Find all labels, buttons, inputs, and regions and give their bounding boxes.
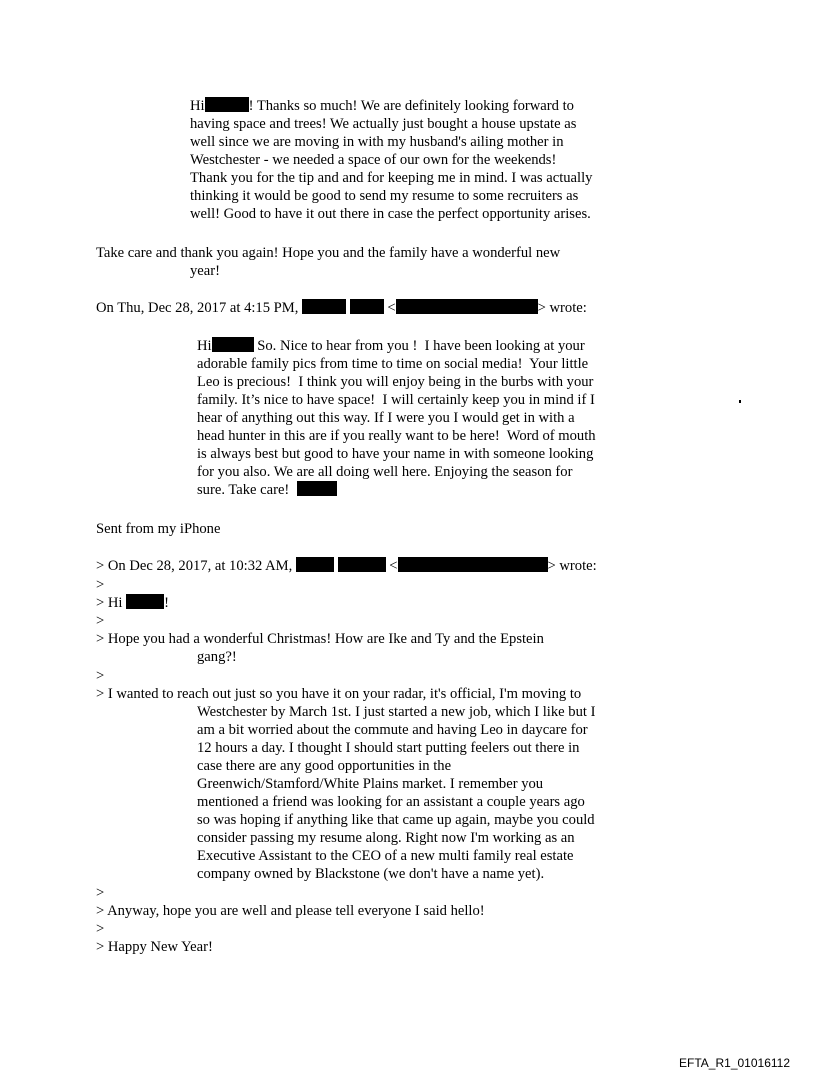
friend-line-3: Leo is precious! I think you will enjoy being in the burbs with your xyxy=(197,374,594,390)
quoted-para-line-11: company owned by Blackstone (we don't have a name yet). xyxy=(197,866,545,882)
quote-marker: > xyxy=(96,885,105,901)
redaction-bar xyxy=(302,299,346,314)
quoted-hope-line-1: > Hope you had a wonderful Christmas! How are Ike and Ty and the Epstein xyxy=(96,631,544,647)
greeting: Hi xyxy=(197,338,212,354)
redaction-bar xyxy=(126,594,164,609)
reply-line-6: thinking it would be good to send my resume to some recruiters as xyxy=(190,188,579,204)
redaction-bar xyxy=(296,557,334,572)
redaction-bar xyxy=(205,97,249,112)
redaction-bar xyxy=(212,337,254,352)
friend-line-4: family. It’s nice to have space! I will certainly keep you in mind if I xyxy=(197,392,595,408)
redaction-bar xyxy=(398,557,548,572)
quoted-para-line-7: mentioned a friend was looking for an assistant a couple years ago xyxy=(197,794,585,810)
quote-marker: > xyxy=(96,668,105,684)
reply-line-3: well since we are moving in with my husband's ailing mother in xyxy=(190,134,564,150)
quote-marker: > xyxy=(96,577,105,593)
document-id-footer: EFTA_R1_01016112 xyxy=(679,1056,790,1070)
friend-line-2: adorable family pics from time to time on social media! Your little xyxy=(197,356,589,372)
redaction-bar xyxy=(350,299,384,314)
quoted-anyway: > Anyway, hope you are well and please tell everyone I said hello! xyxy=(96,903,485,919)
reply-line-1: Hi ! Thanks so much! We are definitely looking forward to xyxy=(190,98,574,114)
redaction-bar xyxy=(297,481,337,496)
redaction-bar xyxy=(338,557,386,572)
closing-line-2: year! xyxy=(190,263,220,279)
quoted-para-line-1: > I wanted to reach out just so you have it on your radar, it's official, I'm moving to xyxy=(96,686,582,702)
quoted-hi: > Hi ! xyxy=(96,595,170,611)
friend-line-8: for you also. We are all doing well here. Enjoying the season for xyxy=(197,464,573,480)
scan-artifact xyxy=(739,400,741,403)
quoted-header: > On Dec 28, 2017, at 10:32 AM, < > wrote: xyxy=(96,558,597,574)
email-header-1: On Thu, Dec 28, 2017 at 4:15 PM, < > wrote: xyxy=(96,300,587,316)
reply-line-7: well! Good to have it out there in case the perfect opportunity arises. xyxy=(190,206,591,222)
quoted-para-line-3: am a bit worried about the commute and having Leo in daycare for xyxy=(197,722,588,738)
quoted-new-year: > Happy New Year! xyxy=(96,939,213,955)
reply-line-5: Thank you for the tip and and for keeping me in mind. I was actually xyxy=(190,170,593,186)
quote-marker: > xyxy=(96,921,105,937)
closing-line-1: Take care and thank you again! Hope you and the family have a wonderful new xyxy=(96,245,561,261)
quoted-para-line-8: so was hoping if anything like that came up again, maybe you could xyxy=(197,812,595,828)
redaction-bar xyxy=(396,299,538,314)
friend-line-6: head hunter in this are if you really want to be here! Word of mouth xyxy=(197,428,596,444)
quote-marker: > xyxy=(96,613,105,629)
quoted-para-line-2: Westchester by March 1st. I just started a new job, which I like but I xyxy=(197,704,596,720)
friend-line-7: is always best but good to have your name in with someone looking xyxy=(197,446,594,462)
quoted-para-line-10: Executive Assistant to the CEO of a new multi family real estate xyxy=(197,848,574,864)
sent-from-signature: Sent from my iPhone xyxy=(96,521,221,537)
quoted-hope-line-2: gang?! xyxy=(197,649,237,665)
quoted-para-line-9: consider passing my resume along. Right now I'm working as an xyxy=(197,830,575,846)
quoted-para-line-6: Greenwich/Stamford/White Plains market. I remember you xyxy=(197,776,544,792)
greeting: Hi xyxy=(190,98,205,114)
reply-line-2: having space and trees! We actually just bought a house upstate as xyxy=(190,116,577,132)
quoted-para-line-4: 12 hours a day. I thought I should start putting feelers out there in xyxy=(197,740,580,756)
friend-line-5: hear of anything out this way. If I were you I would get in with a xyxy=(197,410,575,426)
friend-line-1: Hi So. Nice to hear from you ! I have been looking at your xyxy=(197,338,585,354)
quoted-para-line-5: case there are any good opportunities in the xyxy=(197,758,452,774)
reply-line-4: Westchester - we needed a space of our own for the weekends! xyxy=(190,152,557,168)
friend-line-9: sure. Take care! xyxy=(197,481,337,499)
